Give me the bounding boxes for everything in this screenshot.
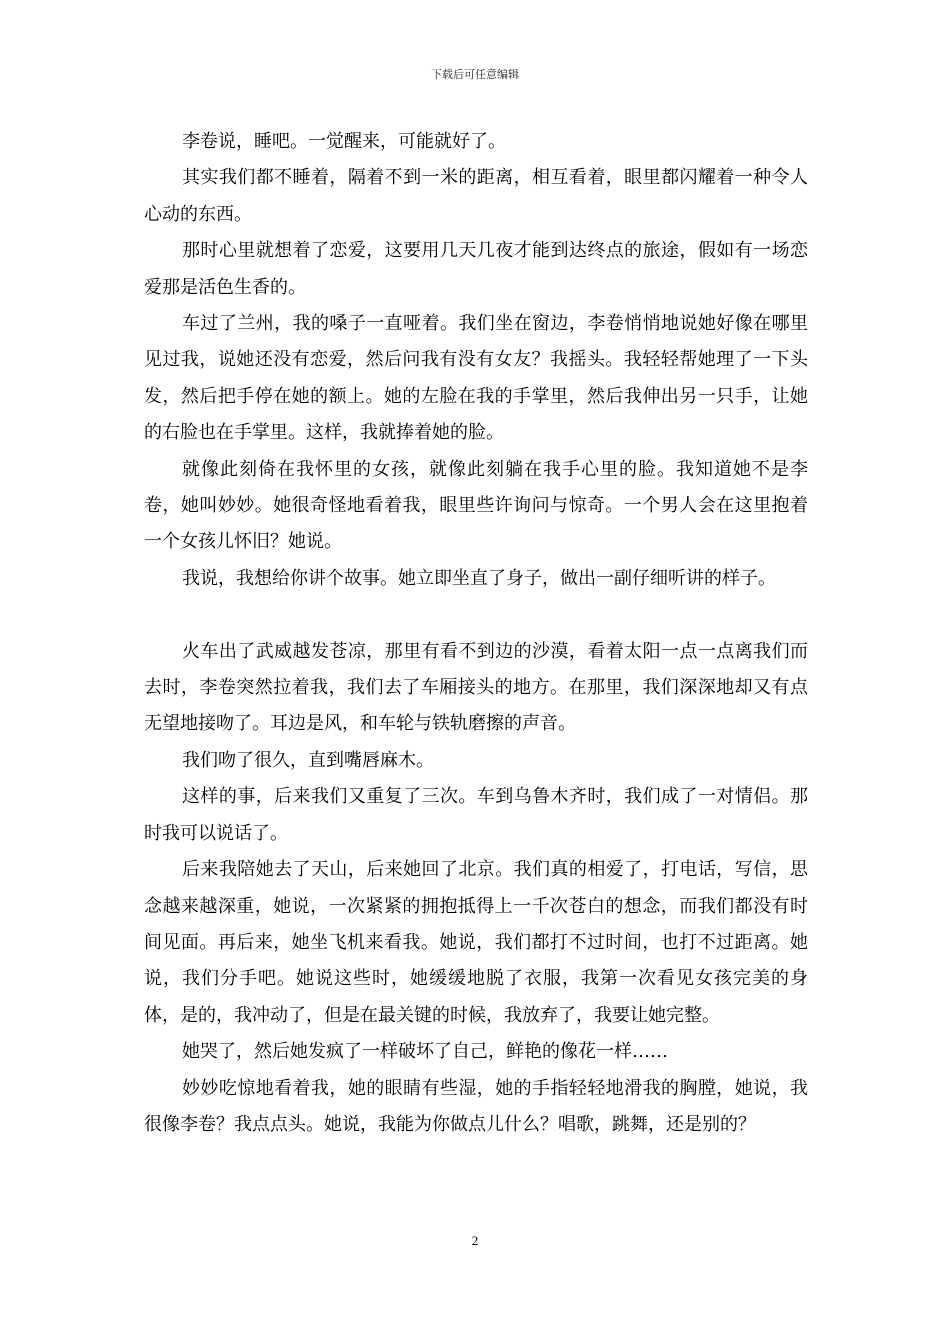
paragraph: 车过了兰州，我的嗓子一直哑着。我们坐在窗边，李卷悄悄地说她好像在哪里见过我，说她还没有恋爱，然后问我有没有女友？我摇头。我轻轻帮她理了一下头发，然后把手停在她的额上。她的左脸在我的手掌里，然后我伸出另一只手，让她的右脸也在手掌里。这样，我就捧着她的脸。: [144, 313, 808, 444]
page-header: 下载后可任意编辑: [431, 68, 519, 81]
paragraph: 我说，我想给你讲个故事。她立即坐直了身子，做出一副仔细听讲的样子。: [182, 567, 776, 589]
paragraph: 妙妙吃惊地看着我，她的眼睛有些湿，她的手指轻轻地滑我的胸膛，她说，我很像李卷？我点点头。她说，我能为你做点儿什么？唱歌，跳舞，还是别的？: [144, 1077, 808, 1135]
paragraph: 李卷说，睡吧。一觉醒来，可能就好了。: [182, 131, 506, 152]
paragraph: 后来我陪她去了天山，后来她回了北京。我们真的相爱了，打电话，写信，思念越来越深重，她说，一次紧紧的拥抱抵得上一千次苍白的想念，而我们都没有时间见面。再后来，她坐飞机来看我。她说，我们都打不过时间，也打不过距离。她说，我们分手吧。她说这些时，她缓缓地脱了衣服，我第一次看见女孩完美的身体，是的，我冲动了，但是在最关键的时候，我放弃了，我要让她完整。: [144, 859, 808, 1026]
paragraph: 我们吻了很久，直到嘴唇麻木。: [182, 749, 434, 771]
document-body: [144, 124, 808, 1143]
paragraph: 那时心里就想着了恋爱，这要用几天几夜才能到达终点的旅途，假如有一场恋爱那是活色生香的。: [144, 240, 808, 298]
page-number: 2: [471, 1233, 479, 1248]
blank-line: [144, 597, 808, 633]
paragraph: 这样的事，后来我们又重复了三次。车到乌鲁木齐时，我们成了一对情侣。那时我可以说话了。: [144, 786, 808, 844]
paragraph: 她哭了，然后她发疯了一样破坏了自己，鲜艳的像花一样……: [182, 1041, 668, 1063]
paragraph: 火车出了武威越发苍凉，那里有看不到边的沙漠，看着太阳一点一点离我们而去时，李卷突然拉着我，我们去了车厢接头的地方。在那里，我们深深地却又有点无望地接吻了。耳边是风，和车轮与铁轨磨擦的声音。: [144, 640, 808, 735]
paragraph: 其实我们都不睡着，隔着不到一米的距离，相互看着，眼里都闪耀着一种令人心动的东西。: [144, 167, 808, 225]
paragraph: 就像此刻倚在我怀里的女孩，就像此刻躺在我手心里的脸。我知道她不是李卷，她叫妙妙。她很奇怪地看着我，眼里些许询问与惊奇。一个男人会在这里抱着一个女孩儿怀旧？她说。: [144, 458, 808, 553]
